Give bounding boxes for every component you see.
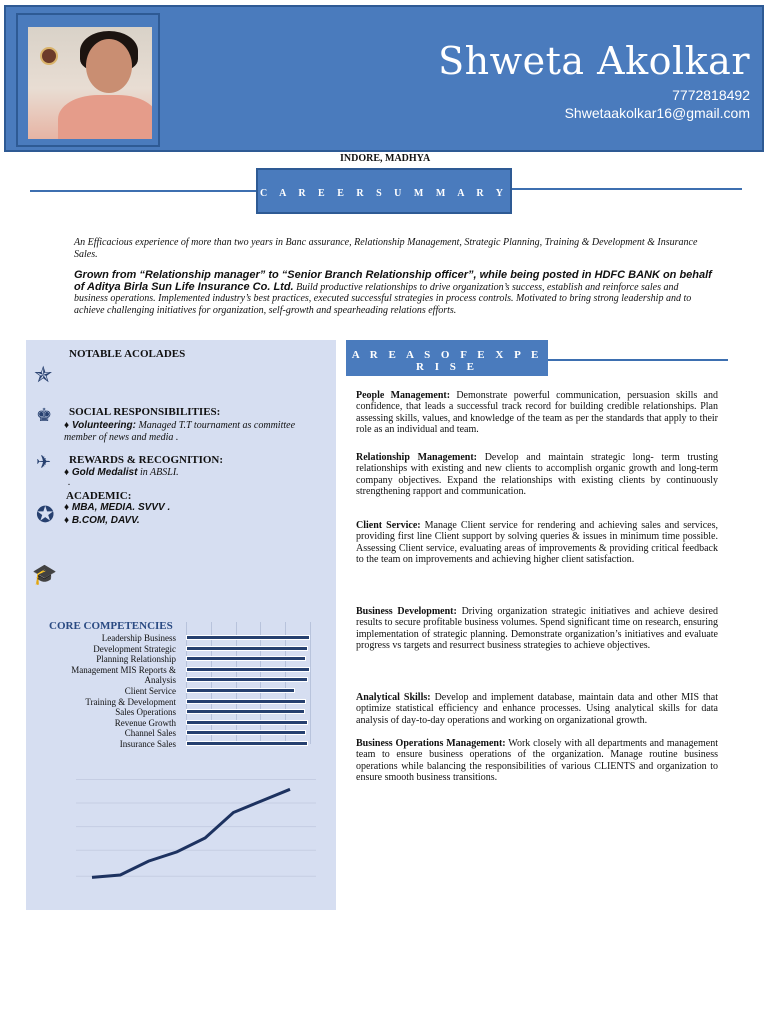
expertise-text: Develop and implement database, maintain data and other MIS that optimize statistical efficiency and enhance processes. Using analytical skills for data analysis of day-to-day operations and working on organizational growth. xyxy=(356,692,718,726)
email-address: Shwetaakolkar16@gmail.com xyxy=(564,105,750,121)
competency-bar xyxy=(186,656,306,661)
competency-gridline xyxy=(186,622,187,744)
profile-photo-frame xyxy=(16,13,160,147)
rewards-dot: . xyxy=(68,477,71,488)
graduation-cap-icon: 🎓 xyxy=(32,564,57,586)
social-item xyxy=(64,420,304,443)
expertise-item xyxy=(356,692,718,726)
competency-gridline xyxy=(211,622,212,744)
divider-left xyxy=(30,190,256,192)
competency-label: Revenue Growth xyxy=(114,717,176,728)
photo-body xyxy=(58,95,152,139)
academic-item-2 xyxy=(64,515,304,527)
header-banner xyxy=(4,5,764,152)
notable-acolades-heading: NOTABLE ACOLADES xyxy=(69,348,186,360)
expertise-heading: Client Service: xyxy=(356,520,421,531)
competency-label: Development Strategic xyxy=(93,643,176,654)
summary-text: Build productive relationships to drive organization’s success, establish and reinforce sales and business operations. Implemented industry’s best practices, executed successful strategies in process controls. Motivated to bring strong leadership and to achieve challenging initiatives for organization, self-growth and spearheading relations efforts. xyxy=(74,281,692,316)
areas-of-expertise-box xyxy=(346,340,548,376)
volunteering-label: ♦ Volunteering: xyxy=(64,420,136,431)
competency-bar xyxy=(186,730,306,735)
expertise-item xyxy=(356,606,718,651)
divider-right xyxy=(512,188,742,190)
areas-of-expertise-title: A R E A S O F E X P E R I S E xyxy=(351,349,543,373)
location-text: INDORE, MADHYA xyxy=(340,153,431,164)
academic-item-1 xyxy=(64,502,304,514)
competency-bar xyxy=(186,667,310,672)
competency-label: Insurance Sales xyxy=(119,739,176,749)
expertise-text: Driving organization strategic initiatives and achieve desired results to secure profitable business volumes. Spend significant time on research, ensuring implementation of strategic planning. Demonstrate organization’s initiatives and evaluate progress vs targets and resurrect business strategies to achieve objectives. xyxy=(356,606,718,651)
competency-gridline xyxy=(285,622,286,744)
competency-bar xyxy=(186,677,308,682)
competency-gridline xyxy=(236,622,237,744)
competency-gridline xyxy=(310,622,311,744)
career-summary-title: C A R E E R S U M M A R Y xyxy=(260,188,508,199)
competency-bar xyxy=(186,635,310,640)
summary-paragraph-1: An Efficacious experience of more than two years in Banc assurance, Relationship Management, Strategic Planning, Training & Development & Insurance Sales. xyxy=(74,237,698,260)
competency-label: Client Service xyxy=(124,686,176,696)
rewards-heading: REWARDS & RECOGNITION: xyxy=(69,454,224,466)
competency-bar xyxy=(186,646,308,651)
competency-bar xyxy=(186,699,306,704)
phone-number: 7772818492 xyxy=(672,87,750,103)
competency-bar xyxy=(186,688,295,693)
expertise-item xyxy=(356,738,718,783)
expertise-item xyxy=(356,520,718,565)
photo-face xyxy=(86,39,132,93)
star-award-icon: ✯ xyxy=(34,362,53,387)
competency-label: Channel Sales xyxy=(124,728,176,739)
academic-heading: ACADEMIC: xyxy=(66,490,132,502)
candidate-name: Shweta Akolkar xyxy=(438,39,750,83)
competency-bar xyxy=(186,709,305,714)
growth-line xyxy=(92,789,290,877)
aoe-divider xyxy=(548,359,728,361)
summary-paragraph-2 xyxy=(74,270,714,316)
summary-bold-text: Grown from “Relationship manager” to “Senior Branch Relationship officer”, while being posted in HDFC BANK on behalf of Aditya Birla Sun Life Insurance Co. Ltd. xyxy=(74,269,712,293)
competency-label: Leadership Business xyxy=(101,633,176,643)
expertise-heading: Analytical Skills: xyxy=(356,692,431,703)
expertise-item xyxy=(356,390,718,435)
expertise-heading: Business Development: xyxy=(356,606,457,617)
competency-label: Analysis xyxy=(144,675,176,686)
community-icon: ♚ xyxy=(36,405,53,425)
competency-gridline xyxy=(260,622,261,744)
academic-degree-1: ♦ MBA, MEDIA. SVVV . xyxy=(64,502,171,513)
ribbon-award-icon: ✪ xyxy=(36,502,55,527)
gold-medalist-label: ♦ Gold Medalist xyxy=(64,467,138,478)
airplane-icon: ✈ xyxy=(36,452,52,472)
academic-degree-2: ♦ B.COM, DAVV. xyxy=(64,515,140,526)
core-competencies-title: CORE COMPETENCIES xyxy=(49,620,173,632)
competency-label: Training & Development xyxy=(85,696,176,707)
expertise-item xyxy=(356,452,718,497)
competency-label: Planning Relationship xyxy=(96,654,176,665)
expertise-text: Demonstrate powerful communication, persuasion skills and confidence, that leads a successful track record for building credible relationships. Plan assessing skills, values, and knowledge of the team as per the standards that apply to their role as an individual and team. xyxy=(356,390,718,435)
expertise-text: Develop and maintain strategic long- term trusting relationships with existing and new clients to accomplish organic growth and long-term company objectives. Expand the relationships with existing clients by continuously strengthening rapport and communication. xyxy=(356,452,718,497)
expertise-heading: People Management: xyxy=(356,390,451,401)
expertise-text: Manage Client service for rendering and achieving sales and services, providing first line Client support by solving queries & issues in minimum time possible. Assessing Client service, evaluating areas of improvements & providing critical feedback to the team on improvements and achieving higher client satisfaction. xyxy=(356,520,718,565)
wall-emblem-icon xyxy=(40,47,58,65)
competency-bar xyxy=(186,741,308,746)
competency-label: Management MIS Reports & xyxy=(71,664,176,675)
expertise-text: Work closely with all departments and management team to ensure business operations of the organization. Manage routine business operations while balancing the responsibilities of various CLIENTS and organization to ensure smooth business transitions. xyxy=(356,738,718,783)
competency-label: Sales Operations xyxy=(115,707,176,718)
volunteering-text: Managed T.T tournament as committee member of news and media . xyxy=(64,420,296,443)
profile-photo xyxy=(28,27,152,139)
career-summary-box xyxy=(256,168,512,214)
competency-bar xyxy=(186,720,308,725)
expertise-heading: Relationship Management: xyxy=(356,452,478,463)
expertise-heading: Business Operations Management: xyxy=(356,738,506,749)
social-responsibilities-heading: SOCIAL RESPONSIBILITIES: xyxy=(69,406,221,418)
gold-medalist-text: in ABSLI. xyxy=(137,467,179,478)
growth-line-chart xyxy=(76,770,316,888)
